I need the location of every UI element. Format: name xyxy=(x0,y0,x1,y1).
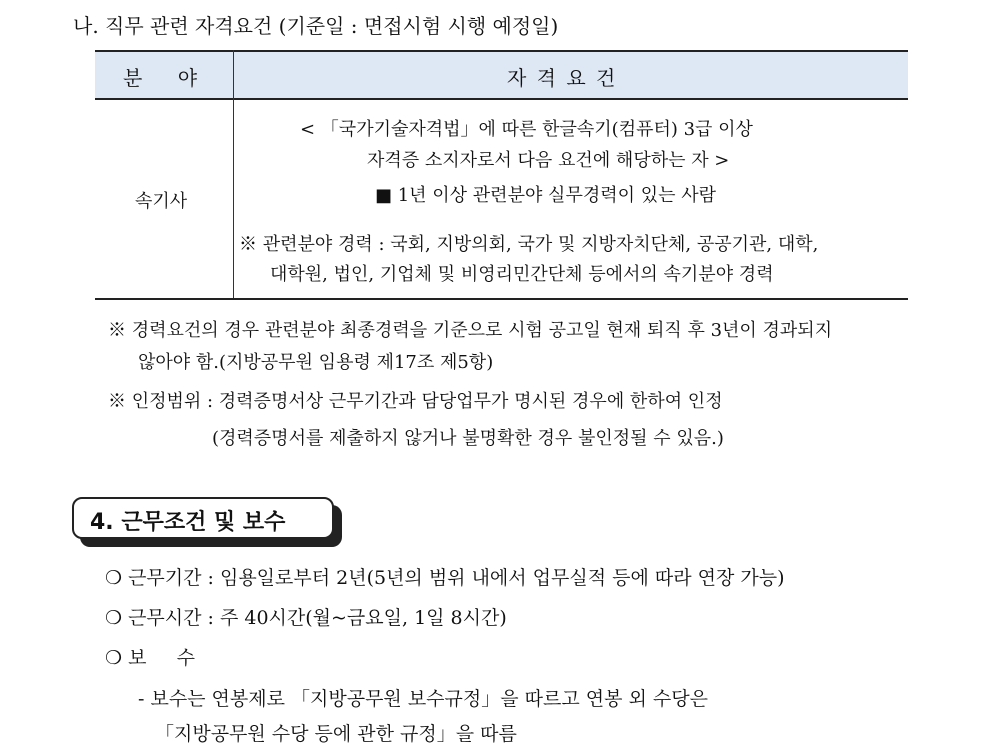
note-1-line-1: ※ 경력요건의 경우 관련분야 최종경력을 기준으로 시험 공고일 현재 퇴직 후 3년이 경과되지 xyxy=(108,320,833,341)
note-2-line-1: ※ 인정범위 : 경력증명서상 근무기간과 담당업무가 명시된 경우에 한하여 인정 xyxy=(108,391,723,412)
header-field: 분 야 xyxy=(123,66,200,90)
table-header-row xyxy=(95,50,908,100)
work-period-item: ❍ 근무기간 : 임용일로부터 2년(5년의 범위 내에서 업무실적 등에 따라 연장 가능) xyxy=(105,567,785,589)
section-4-title: 4. 근무조건 및 보수 xyxy=(90,510,286,535)
note-2-line-2: (경력증명서를 제출하지 않거나 불명확한 경우 불인정될 수 있음.) xyxy=(212,428,724,449)
work-hours-item: ❍ 근무시간 : 주 40시간(월~금요일, 1일 8시간) xyxy=(105,607,507,629)
qual-line-3: ■ 1년 이상 관련분야 실무경력이 있는 사람 xyxy=(375,185,716,206)
subsection-title: 나. 직무 관련 자격요건 (기준일 : 면접시험 시행 예정일) xyxy=(73,14,559,38)
section-4-badge xyxy=(72,497,334,539)
note-line-1: ※ 관련분야 경력 : 국회, 지방의회, 국가 및 지방자치단체, 공공기관, 대학, xyxy=(239,234,819,255)
pay-detail-line-1: - 보수는 연봉제로 「지방공무원 보수규정」을 따르고 연봉 외 수당은 xyxy=(138,688,708,710)
note-1-line-2: 않아야 함.(지방공무원 임용령 제17조 제5항) xyxy=(138,352,494,373)
pay-detail-line-2: 「지방공무원 수당 등에 관한 규정」을 따름 xyxy=(155,723,517,745)
cell-field: 속기사 xyxy=(135,191,188,212)
pay-item: ❍ 보 수 xyxy=(105,647,195,669)
qual-line-2: 자격증 소지자로서 다음 요건에 해당하는 자 > xyxy=(367,150,730,171)
note-line-2: 대학원, 법인, 기업체 및 비영리민간단체 등에서의 속기분야 경력 xyxy=(270,264,774,285)
column-divider xyxy=(233,50,234,300)
qualification-table xyxy=(95,50,908,300)
qual-line-1: < 「국가기술자격법」에 따른 한글속기(컴퓨터) 3급 이상 xyxy=(300,119,753,140)
table-bottom-border xyxy=(95,298,908,300)
header-qualification: 자 격 요 건 xyxy=(507,66,618,90)
